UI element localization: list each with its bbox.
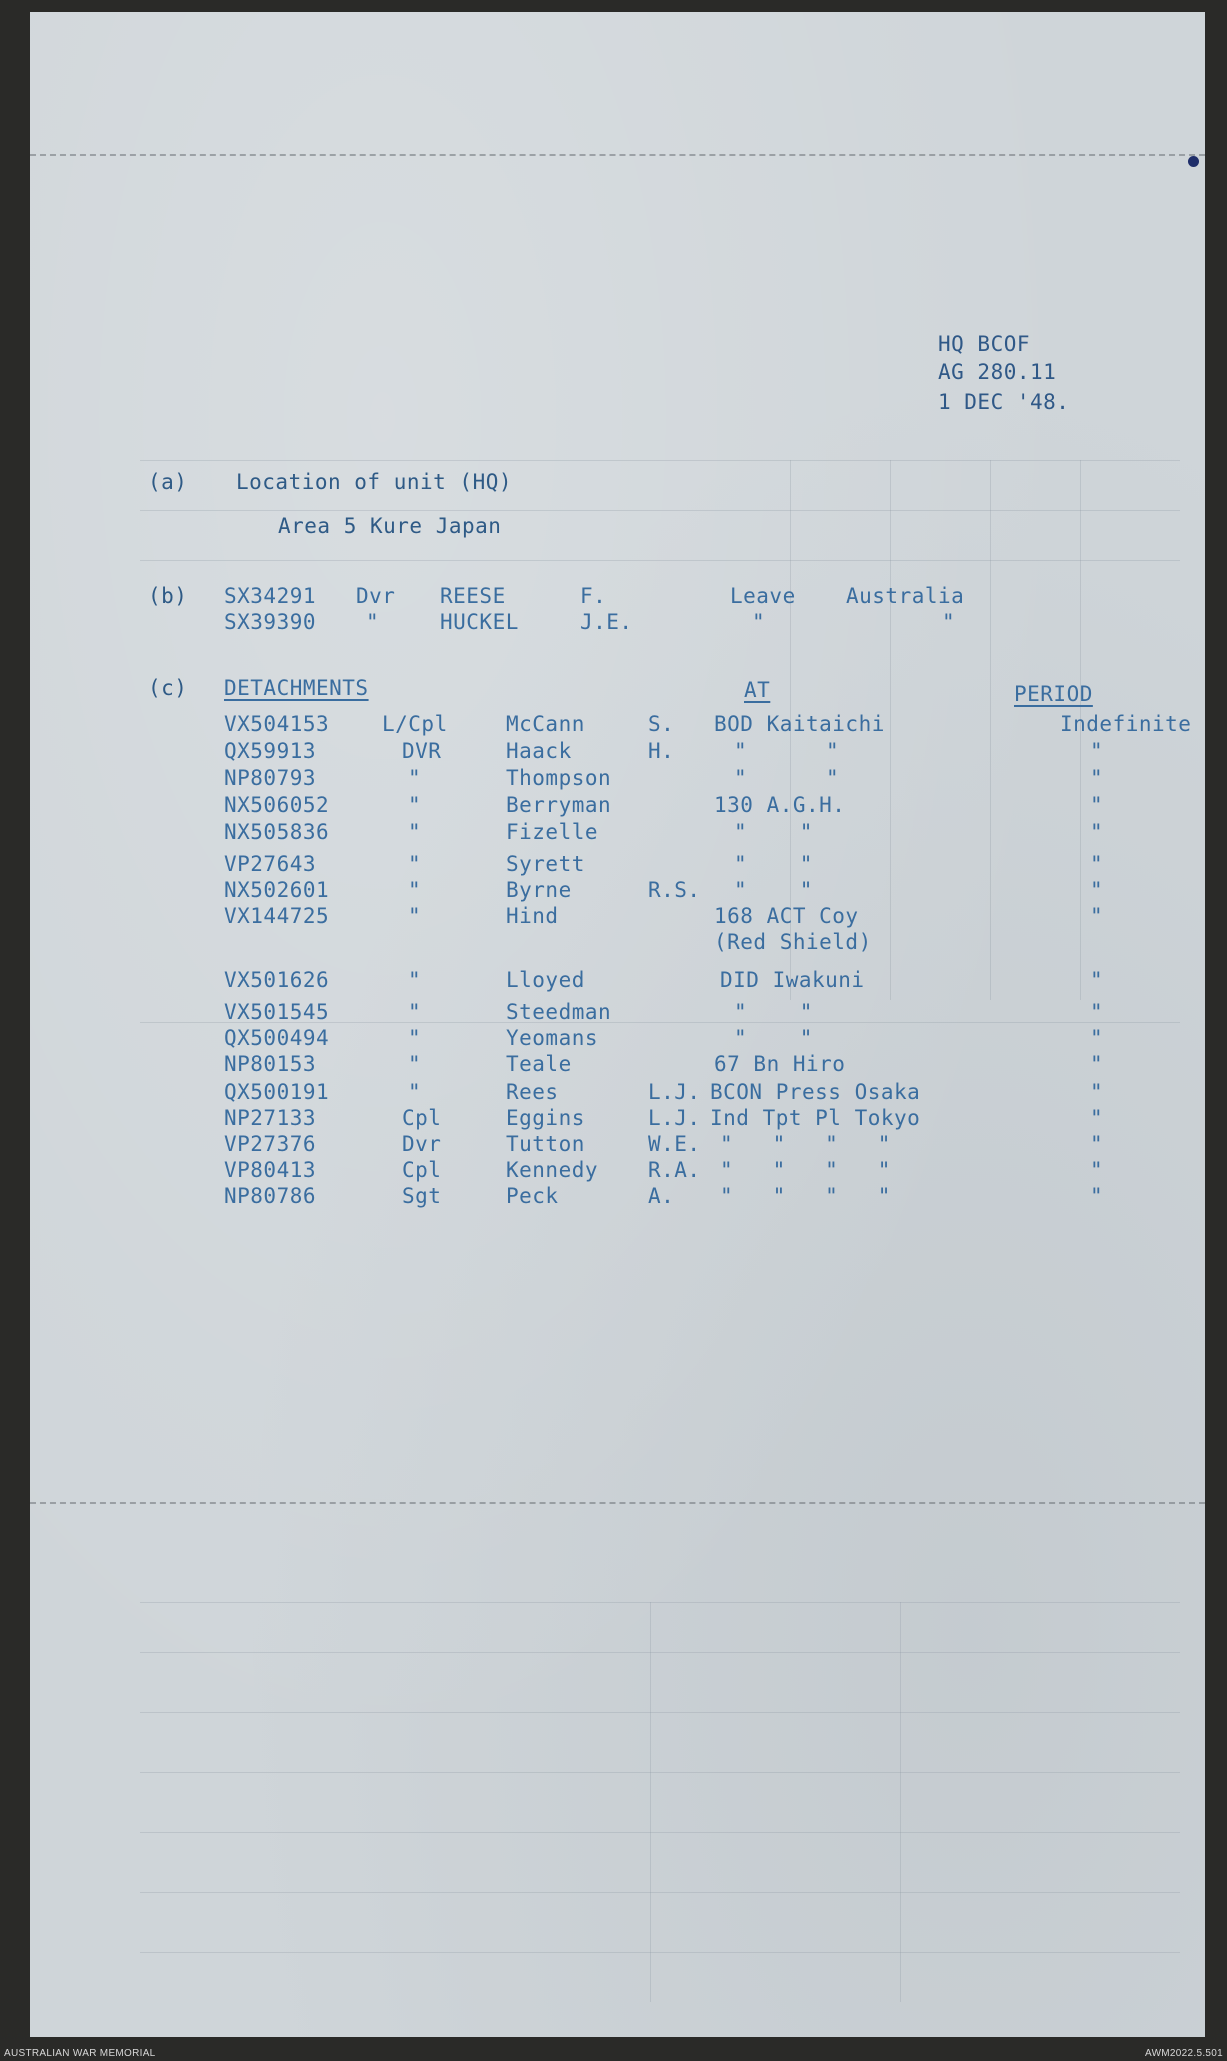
rank: DVR	[402, 739, 442, 763]
surname: Hind	[506, 904, 559, 928]
location: " "	[734, 1000, 813, 1024]
rank: "	[408, 766, 422, 790]
period: "	[1090, 852, 1104, 876]
initials: R.A.	[648, 1158, 701, 1182]
rank: "	[408, 1026, 422, 1050]
location: " "	[734, 766, 840, 790]
perforation-bottom	[30, 1502, 1205, 1504]
initials: H.	[648, 739, 675, 763]
location: 168 ACT Coy	[714, 904, 859, 928]
service-number: NX502601	[224, 878, 330, 902]
location: " "	[734, 820, 813, 844]
surname: McCann	[506, 712, 585, 736]
perforation-top	[30, 154, 1205, 156]
status: Leave	[730, 584, 796, 608]
ghost-rule	[140, 1892, 1180, 1893]
rank: "	[408, 1052, 422, 1076]
period: "	[1090, 1052, 1104, 1076]
initials: F.	[580, 584, 607, 608]
service-number: VX501626	[224, 968, 330, 992]
service-number: QX500494	[224, 1026, 330, 1050]
surname: Berryman	[506, 793, 612, 817]
location: " "	[734, 1026, 813, 1050]
location: " " " "	[720, 1158, 891, 1182]
ghost-rule	[650, 1602, 651, 2002]
service-number: NP80793	[224, 766, 317, 790]
initials: A.	[648, 1184, 675, 1208]
ghost-rule	[990, 460, 991, 1000]
ghost-rule	[140, 510, 1180, 511]
footer-left: AUSTRALIAN WAR MEMORIAL	[4, 2048, 156, 2059]
location: (Red Shield)	[714, 930, 872, 954]
ghost-rule	[140, 1712, 1180, 1713]
location: BCON Press Osaka	[710, 1080, 921, 1104]
location: " " " "	[720, 1184, 891, 1208]
ghost-rule	[140, 460, 1180, 461]
service-number: VP80413	[224, 1158, 317, 1182]
period: "	[1090, 739, 1104, 763]
rank: Sgt	[402, 1184, 442, 1208]
location: Ind Tpt Pl Tokyo	[710, 1106, 921, 1130]
surname: Peck	[506, 1184, 559, 1208]
surname: HUCKEL	[440, 610, 519, 634]
surname: Fizelle	[506, 820, 599, 844]
section-a-title: Location of unit (HQ)	[236, 470, 513, 494]
period: "	[1090, 1000, 1104, 1024]
surname: Teale	[506, 1052, 572, 1076]
rank: "	[408, 968, 422, 992]
surname: Byrne	[506, 878, 572, 902]
service-number: VX144725	[224, 904, 330, 928]
surname: Lloyed	[506, 968, 585, 992]
ghost-rule	[140, 1652, 1180, 1653]
period: "	[1090, 1080, 1104, 1104]
service-number: QX59913	[224, 739, 317, 763]
stamp-line-2: AG 280.11	[938, 360, 1057, 384]
rank: "	[408, 904, 422, 928]
ghost-rule	[140, 1602, 1180, 1603]
rank: "	[408, 793, 422, 817]
rank: "	[408, 820, 422, 844]
service-number: VX501545	[224, 1000, 330, 1024]
ghost-rule	[140, 1832, 1180, 1833]
at-heading: AT	[744, 678, 771, 702]
period: "	[1090, 793, 1104, 817]
period: "	[1090, 878, 1104, 902]
service-number: NP80786	[224, 1184, 317, 1208]
surname: Kennedy	[506, 1158, 599, 1182]
period: "	[1090, 1184, 1104, 1208]
service-number: NP80153	[224, 1052, 317, 1076]
ghost-rule	[140, 560, 1180, 561]
initials: L.J.	[648, 1080, 701, 1104]
period: "	[1090, 820, 1104, 844]
service-number: SX34291	[224, 584, 317, 608]
service-number: QX500191	[224, 1080, 330, 1104]
period: Indefinite	[1060, 712, 1192, 736]
service-number: NX506052	[224, 793, 330, 817]
initials: W.E.	[648, 1132, 701, 1156]
document-page	[30, 12, 1205, 2037]
rank: Dvr	[356, 584, 396, 608]
section-c-label: (c)	[148, 676, 188, 700]
stamp-line-3: 1 DEC '48.	[938, 390, 1070, 414]
location: 130 A.G.H.	[714, 793, 846, 817]
rank: "	[408, 878, 422, 902]
initials: L.J.	[648, 1106, 701, 1130]
location: BOD Kaitaichi	[714, 712, 885, 736]
stamp-line-1: HQ BCOF	[938, 332, 1031, 356]
service-number: SX39390	[224, 610, 317, 634]
initials: S.	[648, 712, 675, 736]
ink-dot	[1188, 156, 1199, 167]
status: "	[752, 610, 766, 634]
footer-right: AWM2022.5.501	[1144, 2048, 1223, 2059]
place: Australia	[846, 584, 965, 608]
ghost-rule	[140, 1772, 1180, 1773]
rank: Cpl	[402, 1158, 442, 1182]
initials: J.E.	[580, 610, 633, 634]
rank: Dvr	[402, 1132, 442, 1156]
location: " "	[734, 878, 813, 902]
ghost-rule	[890, 460, 891, 1000]
surname: Eggins	[506, 1106, 585, 1130]
surname: REESE	[440, 584, 506, 608]
period: "	[1090, 766, 1104, 790]
period: "	[1090, 968, 1104, 992]
rank: "	[408, 1000, 422, 1024]
surname: Tutton	[506, 1132, 585, 1156]
service-number: VP27376	[224, 1132, 317, 1156]
section-a-label: (a)	[148, 470, 188, 494]
period: "	[1090, 1106, 1104, 1130]
rank: "	[408, 1080, 422, 1104]
location: " "	[734, 852, 813, 876]
section-a-value: Area 5 Kure Japan	[278, 514, 502, 538]
rank: "	[366, 610, 380, 634]
location: DID Iwakuni	[720, 968, 865, 992]
detachments-heading: DETACHMENTS	[224, 676, 369, 700]
rank: "	[408, 852, 422, 876]
initials: R.S.	[648, 878, 701, 902]
surname: Rees	[506, 1080, 559, 1104]
rank: L/Cpl	[382, 712, 448, 736]
period: "	[1090, 1158, 1104, 1182]
service-number: NP27133	[224, 1106, 317, 1130]
surname: Thompson	[506, 766, 612, 790]
surname: Steedman	[506, 1000, 612, 1024]
section-b-label: (b)	[148, 584, 188, 608]
surname: Yeomans	[506, 1026, 599, 1050]
ghost-rule	[140, 1952, 1180, 1953]
rank: Cpl	[402, 1106, 442, 1130]
location: " "	[734, 739, 840, 763]
service-number: VX504153	[224, 712, 330, 736]
surname: Syrett	[506, 852, 585, 876]
place: "	[942, 610, 956, 634]
surname: Haack	[506, 739, 572, 763]
period-heading: PERIOD	[1014, 682, 1093, 706]
period: "	[1090, 1026, 1104, 1050]
service-number: VP27643	[224, 852, 317, 876]
period: "	[1090, 904, 1104, 928]
service-number: NX505836	[224, 820, 330, 844]
period: "	[1090, 1132, 1104, 1156]
ghost-rule	[900, 1602, 901, 2002]
location: " " " "	[720, 1132, 891, 1156]
location: 67 Bn Hiro	[714, 1052, 846, 1076]
